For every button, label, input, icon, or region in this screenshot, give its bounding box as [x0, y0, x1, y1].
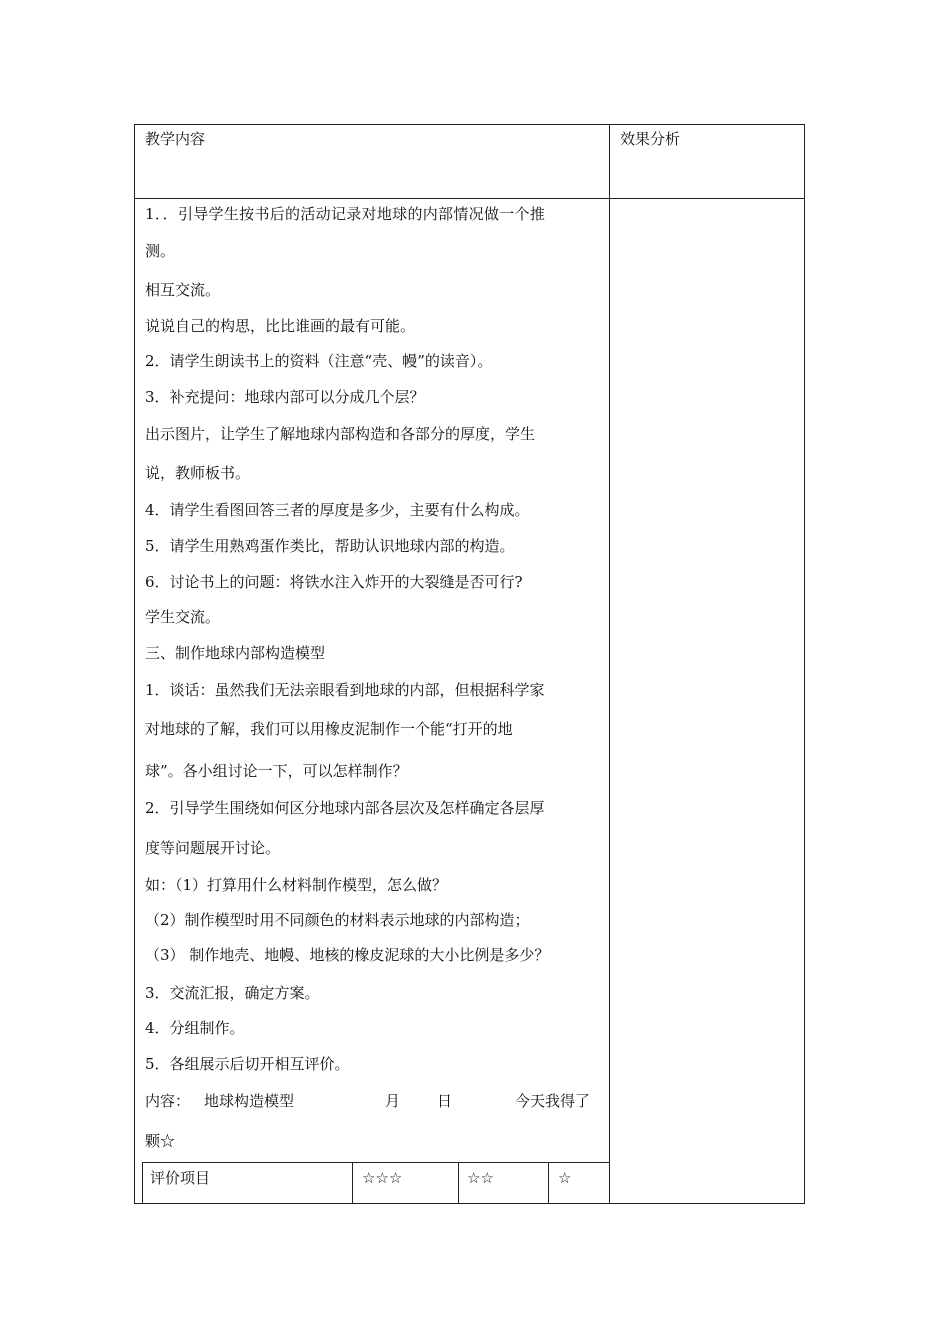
content-line: 5．各组展示后切开相互评价。 — [145, 1055, 350, 1073]
content-line: 度等问题展开讨论。 — [145, 839, 281, 857]
record-month: 月 — [385, 1092, 401, 1110]
eval-divider — [458, 1162, 459, 1204]
content-line: 6．讨论书上的问题：将铁水注入炸开的大裂缝是否可行? — [145, 573, 523, 591]
content-line: 5．请学生用熟鸡蛋作类比，帮助认识地球内部的构造。 — [145, 537, 515, 555]
eval-divider — [548, 1162, 549, 1204]
content-line: 出示图片，让学生了解地球内部构造和各部分的厚度，学生 — [145, 425, 536, 443]
content-line: 2．引导学生围绕如何区分地球内部各层次及怎样确定各层厚 — [145, 799, 545, 817]
content-line: 测。 — [145, 242, 176, 260]
header-effect-analysis: 效果分析 — [620, 130, 681, 148]
content-line: （3） 制作地壳、地幔、地核的橡皮泥球的大小比例是多少？ — [145, 946, 550, 964]
record-today: 今天我得了 — [515, 1092, 591, 1110]
eval-item-header: 评价项目 — [150, 1169, 211, 1187]
content-line: 3．补充提问：地球内部可以分成几个层？ — [145, 388, 425, 406]
content-line: 2．请学生朗读书上的资料（注意“壳、幔”的读音）。 — [145, 352, 493, 370]
content-line: 1．．引导学生按书后的活动记录对地球的内部情况做一个推 — [145, 205, 546, 223]
content-line: （2）制作模型时用不同颜色的材料表示地球的内部构造； — [145, 911, 530, 929]
eval-divider — [352, 1162, 353, 1204]
content-line: 说说自己的构思，比比谁画的最有可能。 — [145, 317, 416, 335]
content-line: 4．分组制作。 — [145, 1019, 245, 1037]
lesson-table — [134, 124, 805, 1204]
record-day: 日 — [437, 1092, 453, 1110]
content-line: 相互交流。 — [145, 281, 221, 299]
record-content-label: 内容： — [145, 1092, 191, 1110]
content-line: 3．交流汇报，确定方案。 — [145, 984, 320, 1002]
record-content-value: 地球构造模型 — [204, 1092, 295, 1110]
column-divider — [609, 124, 610, 1204]
content-line: 球”。各小组讨论一下，可以怎样制作？ — [145, 762, 408, 780]
content-line: 说，教师板书。 — [145, 464, 251, 482]
content-line: 1．谈话：虽然我们无法亲眼看到地球的内部，但根据科学家 — [145, 681, 545, 699]
header-divider — [134, 198, 805, 199]
content-line: 4．请学生看图回答三者的厚度是多少，主要有什么构成。 — [145, 501, 530, 519]
header-teaching-content: 教学内容 — [145, 130, 206, 148]
section-heading: 三、制作地球内部构造模型 — [145, 644, 326, 662]
eval-three-stars: ☆☆☆ — [362, 1169, 403, 1187]
content-line: 对地球的了解，我们可以用橡皮泥制作一个能“打开的地 — [145, 720, 513, 738]
content-line: 如：（1）打算用什么材料制作模型，怎么做？ — [145, 876, 448, 894]
record-stars-line: 颗☆ — [145, 1132, 176, 1150]
eval-two-stars: ☆☆ — [467, 1169, 494, 1187]
eval-one-star: ☆ — [558, 1169, 572, 1187]
content-line: 学生交流。 — [145, 608, 221, 626]
